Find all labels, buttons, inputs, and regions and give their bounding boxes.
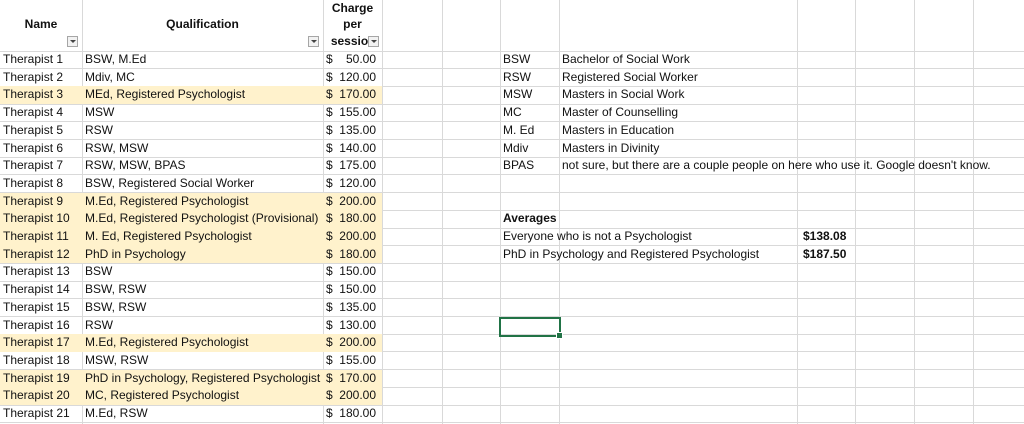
name-cell[interactable]: Therapist 10 xyxy=(3,211,70,226)
currency-symbol: $ xyxy=(326,370,333,385)
charge-cell[interactable] xyxy=(323,193,382,211)
currency-symbol: $ xyxy=(326,193,333,208)
name-cell[interactable]: Therapist 6 xyxy=(3,140,64,155)
charge-value: 130.00 xyxy=(339,317,376,332)
glossary-abbreviation[interactable]: Mdiv xyxy=(503,140,529,155)
name-cell[interactable]: Therapist 18 xyxy=(3,352,70,367)
glossary-abbreviation[interactable]: BSW xyxy=(503,52,531,66)
currency-symbol: $ xyxy=(326,406,333,420)
name-cell[interactable]: Therapist 15 xyxy=(3,299,70,314)
qualification-cell[interactable]: RSW xyxy=(85,122,113,137)
currency-symbol: $ xyxy=(326,299,333,314)
qualification-cell[interactable]: RSW, MSW, BPAS xyxy=(85,158,186,173)
charge-value: 170.00 xyxy=(339,87,376,102)
qualification-cell[interactable]: Mdiv, MC xyxy=(85,69,135,84)
charge-cell[interactable] xyxy=(323,299,382,317)
average-label[interactable]: PhD in Psychology and Registered Psychologist xyxy=(503,246,760,261)
charge-cell[interactable] xyxy=(323,352,382,370)
charge-value: 180.00 xyxy=(339,211,376,226)
filter-button-qualification[interactable] xyxy=(308,36,319,47)
charge-value: 155.00 xyxy=(339,352,376,367)
name-cell[interactable]: Therapist 19 xyxy=(3,370,70,385)
glossary-meaning[interactable]: Masters in Social Work xyxy=(562,87,685,102)
charge-cell[interactable] xyxy=(323,281,382,299)
charge-value: 150.00 xyxy=(339,264,376,279)
name-cell[interactable]: Therapist 13 xyxy=(3,264,70,279)
currency-symbol: $ xyxy=(326,282,333,297)
charge-value: 200.00 xyxy=(339,229,376,243)
charge-value: 175.00 xyxy=(339,158,376,173)
qualification-cell[interactable]: BSW, Registered Social Worker xyxy=(85,175,255,190)
qualification-cell[interactable]: BSW, RSW xyxy=(85,282,147,297)
column-header: Name xyxy=(24,17,58,31)
currency-symbol: $ xyxy=(326,122,333,137)
currency-symbol: $ xyxy=(326,229,333,243)
qualification-cell[interactable]: BSW xyxy=(85,264,113,279)
charge-value: 200.00 xyxy=(339,335,376,350)
charge-cell[interactable] xyxy=(323,246,382,264)
name-cell[interactable]: Therapist 17 xyxy=(3,335,70,350)
column-header: sessio xyxy=(330,34,369,48)
currency-symbol: $ xyxy=(326,335,333,350)
charge-value: 120.00 xyxy=(339,175,376,190)
averages-title[interactable]: Averages xyxy=(503,211,557,226)
glossary-abbreviation[interactable]: RSW xyxy=(503,69,531,84)
qualification-cell[interactable]: PhD in Psychology, Registered Psychologist xyxy=(85,370,321,385)
qualification-cell[interactable]: M.Ed, Registered Psychologist xyxy=(85,193,249,208)
grid-column-line xyxy=(442,0,443,424)
charge-value: 150.00 xyxy=(339,282,376,297)
currency-symbol: $ xyxy=(326,211,333,226)
charge-value: 140.00 xyxy=(339,140,376,155)
currency-symbol: $ xyxy=(326,105,333,120)
charge-value: 180.00 xyxy=(339,406,376,420)
glossary-abbreviation[interactable]: MC xyxy=(503,105,522,120)
average-value[interactable]: $187.50 xyxy=(803,246,847,261)
name-cell[interactable]: Therapist 3 xyxy=(3,87,64,102)
filter-button-name[interactable] xyxy=(67,36,78,47)
average-value[interactable]: $138.08 xyxy=(803,229,847,243)
currency-symbol: $ xyxy=(326,140,333,155)
glossary-abbreviation[interactable]: M. Ed xyxy=(503,122,535,137)
column-header: Qualification xyxy=(166,17,239,31)
name-cell[interactable]: Therapist 5 xyxy=(3,122,64,137)
charge-cell[interactable] xyxy=(323,51,382,69)
glossary-abbreviation[interactable]: BPAS xyxy=(503,158,535,173)
charge-value: 135.00 xyxy=(339,299,376,314)
qualification-cell[interactable]: MSW, RSW xyxy=(85,352,149,367)
glossary-meaning[interactable]: Master of Counselling xyxy=(562,105,679,120)
name-cell[interactable]: Therapist 9 xyxy=(3,193,64,208)
currency-symbol: $ xyxy=(326,317,333,332)
grid-column-line xyxy=(382,0,383,424)
name-cell[interactable]: Therapist 4 xyxy=(3,105,64,120)
charge-cell[interactable] xyxy=(323,69,382,87)
name-cell[interactable]: Therapist 12 xyxy=(3,246,70,261)
grid-column-line xyxy=(973,0,974,424)
charge-value: 50.00 xyxy=(345,52,376,66)
name-cell[interactable]: Therapist 2 xyxy=(3,69,64,84)
charge-cell[interactable] xyxy=(323,370,382,388)
qualification-cell[interactable]: M.Ed, RSW xyxy=(85,406,148,420)
qualification-cell[interactable]: MEd, Registered Psychologist xyxy=(85,87,246,102)
glossary-meaning[interactable]: Registered Social Worker xyxy=(562,69,698,84)
name-cell[interactable]: Therapist 7 xyxy=(3,158,64,173)
qualification-cell[interactable]: BSW, RSW xyxy=(85,299,147,314)
currency-symbol: $ xyxy=(326,52,333,66)
charge-cell[interactable] xyxy=(323,104,382,122)
qualification-cell[interactable]: M. Ed, Registered Psychologist xyxy=(85,229,252,243)
name-cell[interactable]: Therapist 14 xyxy=(3,282,70,297)
qualification-cell[interactable]: BSW, M.Ed xyxy=(85,52,147,66)
charge-cell[interactable] xyxy=(323,157,382,175)
qualification-cell[interactable]: RSW, MSW xyxy=(85,140,149,155)
charge-cell[interactable] xyxy=(323,228,382,246)
glossary-meaning[interactable]: Bachelor of Social Work xyxy=(562,52,690,66)
name-cell[interactable]: Therapist 8 xyxy=(3,175,64,190)
qualification-cell[interactable]: MC, Registered Psychologist xyxy=(85,388,240,403)
currency-symbol: $ xyxy=(326,246,333,261)
charge-cell[interactable] xyxy=(323,86,382,104)
qualification-cell[interactable]: PhD in Psychology xyxy=(85,246,186,261)
charge-cell[interactable] xyxy=(323,317,382,335)
glossary-meaning[interactable]: not sure, but there are a couple people on here who use it. Google doesn't know. xyxy=(562,158,991,173)
qualification-cell[interactable]: M.Ed, Registered Psychologist (Provisional) xyxy=(85,211,319,226)
currency-symbol: $ xyxy=(326,175,333,190)
charge-value: 200.00 xyxy=(339,388,376,403)
name-cell[interactable]: Therapist 20 xyxy=(3,388,70,403)
glossary-meaning[interactable]: Masters in Divinity xyxy=(562,140,660,155)
currency-symbol: $ xyxy=(326,388,333,403)
glossary-abbreviation[interactable]: MSW xyxy=(503,87,533,102)
charge-cell[interactable] xyxy=(323,387,382,405)
column-header: per xyxy=(343,17,362,31)
fill-handle[interactable] xyxy=(556,332,563,339)
currency-symbol: $ xyxy=(326,264,333,279)
charge-cell[interactable] xyxy=(323,334,382,352)
qualification-cell[interactable]: M.Ed, Registered Psychologist xyxy=(85,335,249,350)
name-cell[interactable]: Therapist 21 xyxy=(3,406,70,420)
grid-column-line xyxy=(914,0,915,424)
charge-cell[interactable] xyxy=(323,210,382,228)
charge-cell[interactable] xyxy=(323,263,382,281)
charge-cell[interactable] xyxy=(323,140,382,158)
grid-column-line xyxy=(797,0,798,424)
selected-cell[interactable] xyxy=(499,317,561,337)
grid-column-line xyxy=(855,0,856,424)
qualification-cell[interactable]: RSW xyxy=(85,317,113,332)
column-header: Charge xyxy=(331,1,374,15)
charge-value: 200.00 xyxy=(339,193,376,208)
currency-symbol: $ xyxy=(326,352,333,367)
charge-value: 135.00 xyxy=(339,122,376,137)
charge-value: 180.00 xyxy=(339,246,376,261)
name-cell[interactable]: Therapist 16 xyxy=(3,317,70,332)
currency-symbol: $ xyxy=(326,87,333,102)
filter-button-charge[interactable] xyxy=(368,36,379,47)
name-cell[interactable]: Therapist 11 xyxy=(3,229,69,243)
currency-symbol: $ xyxy=(326,158,333,173)
charge-value: 170.00 xyxy=(339,370,376,385)
name-cell[interactable]: Therapist 1 xyxy=(3,52,64,66)
glossary-meaning[interactable]: Masters in Education xyxy=(562,122,675,137)
charge-cell[interactable] xyxy=(323,175,382,193)
qualification-cell[interactable]: MSW xyxy=(85,105,115,120)
charge-value: 120.00 xyxy=(339,69,376,84)
charge-cell[interactable] xyxy=(323,405,382,423)
average-label[interactable]: Everyone who is not a Psychologist xyxy=(503,229,692,243)
charge-value: 155.00 xyxy=(339,105,376,120)
currency-symbol: $ xyxy=(326,69,333,84)
charge-cell[interactable] xyxy=(323,122,382,140)
